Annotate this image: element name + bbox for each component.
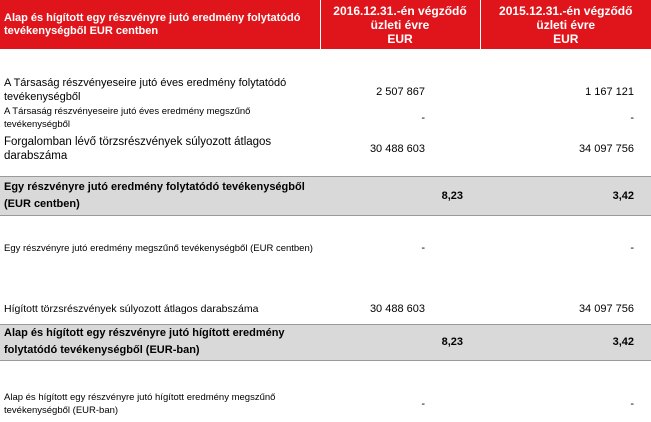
spacer-row xyxy=(0,215,651,228)
row-label: Hígított törzsrészvények súlyozott átlagos darabszáma xyxy=(0,299,320,319)
table-row xyxy=(0,131,651,167)
value-2015: - xyxy=(480,104,651,131)
spacer-row xyxy=(0,49,651,69)
value-2015: 3,42 xyxy=(480,324,651,360)
header-col-2016 xyxy=(320,0,480,49)
table-row xyxy=(0,228,651,268)
row-label: Egy részvényre jutó eredmény megszűnő tevékenységből (EUR centben) xyxy=(0,228,320,268)
header-col-2015-title: 2015.12.31.-én végződő üzleti évre xyxy=(481,2,651,32)
table-row xyxy=(0,104,651,131)
table-title: Alap és hígított egy részvényre jutó eredmény folytatódó tevékenységből EUR centben xyxy=(0,0,320,49)
header-col-2015-unit: EUR xyxy=(481,32,651,48)
row-label: Alap és hígított egy részvényre jutó hígított eredmény folytatódó tevékenységből (EUR-ban) xyxy=(0,324,320,360)
value-2016: 8,23 xyxy=(320,176,480,215)
spacer-row xyxy=(0,268,651,299)
row-label: Egy részvényre jutó eredmény folytatódó tevékenységből (EUR centben) xyxy=(0,176,320,215)
table-row xyxy=(0,69,651,104)
value-2015: - xyxy=(480,386,651,422)
value-2016: - xyxy=(320,386,480,422)
table-header-row xyxy=(0,0,651,49)
spacer-row xyxy=(0,167,651,176)
value-2016: 8,23 xyxy=(320,324,480,360)
value-2015: - xyxy=(480,228,651,268)
row-label: A Társaság részvényeseire jutó éves eredmény folytatódó tevékenységből xyxy=(0,69,320,104)
table-row-highlight xyxy=(0,324,651,360)
row-label: A Társaság részvényeseire jutó éves eredmény megszűnő tevékenységből xyxy=(0,104,320,131)
table-row-highlight xyxy=(0,176,651,215)
value-2015: 34 097 756 xyxy=(480,131,651,167)
value-2016: 2 507 867 xyxy=(320,69,480,104)
row-label: Forgalomban lévő törzsrészvények súlyozott átlagos darabszáma xyxy=(0,131,320,167)
value-2016: 30 488 603 xyxy=(320,131,480,167)
header-col-2015 xyxy=(480,0,651,49)
header-col-2016-unit: EUR xyxy=(321,32,480,48)
table-row xyxy=(0,299,651,319)
header-col-2016-title: 2016.12.31.-én végződő üzleti évre xyxy=(321,2,480,32)
value-2015: 3,42 xyxy=(480,176,651,215)
spacer-row xyxy=(0,360,651,386)
value-2015: 34 097 756 xyxy=(480,299,651,319)
value-2015: 1 167 121 xyxy=(480,69,651,104)
row-label: Alap és hígított egy részvényre jutó hígított eredmény megszűnő tevékenységből (EUR-ban) xyxy=(0,386,320,422)
value-2016: - xyxy=(320,104,480,131)
value-2016: 30 488 603 xyxy=(320,299,480,319)
value-2016: - xyxy=(320,228,480,268)
table-row xyxy=(0,386,651,422)
